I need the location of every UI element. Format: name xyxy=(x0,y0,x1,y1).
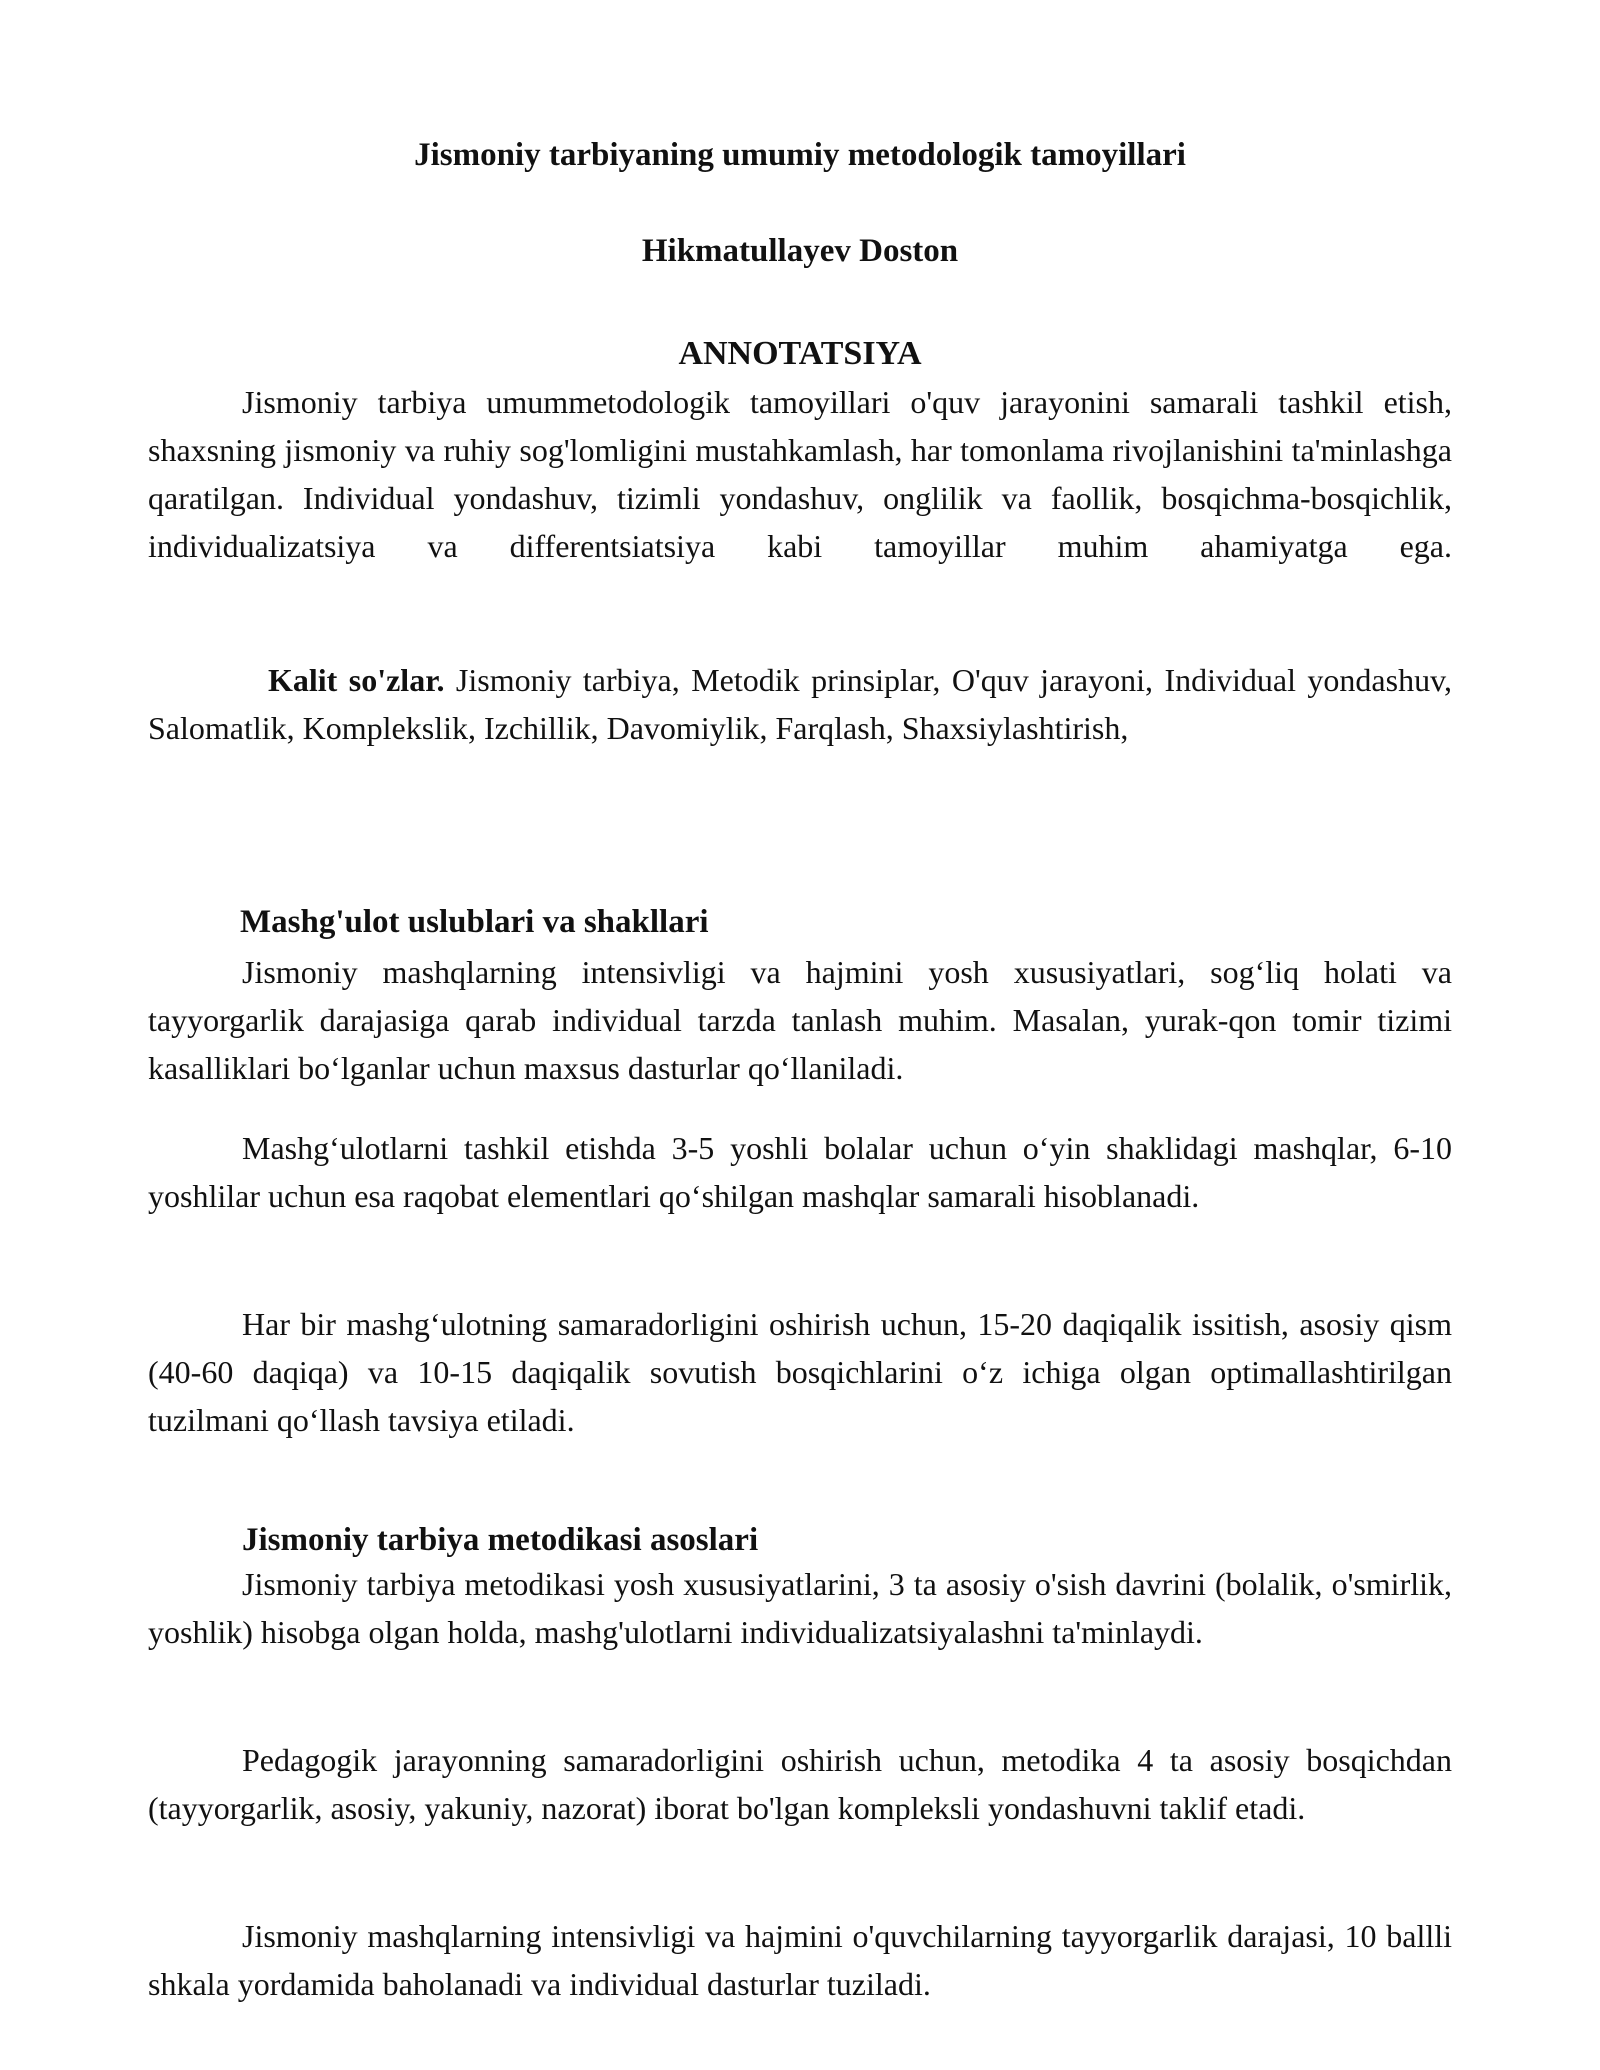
section1-paragraph-2: Mashg‘ulotlarni tashkil etishda 3-5 yoshli bolalar uchun o‘yin shaklidagi mashqlar, 6-10 yoshlilar uchun esa raqobat elementlari qo‘shilgan mashqlar samarali hisoblanadi. xyxy=(148,1130,1452,1214)
section-heading-training-methods: Mashg'ulot uslublari va shakllari xyxy=(240,904,709,940)
section2-paragraph-2-block xyxy=(148,1736,1452,1832)
section2-paragraph-3: Jismoniy mashqlarning intensivligi va hajmini o'quvchilarning tayyorgarlik darajasi, 10 ballli shkala yordamida baholanadi va individual dasturlar tuziladi. xyxy=(148,1918,1452,2002)
annotation-heading: ANNOTATSIYA xyxy=(678,335,922,372)
section1-paragraph-1-block xyxy=(148,948,1452,1092)
annotation-block xyxy=(148,378,1452,570)
section2-paragraph-1-block xyxy=(148,1560,1452,1656)
section1-paragraph-3-block xyxy=(148,1300,1452,1444)
author-name: Hikmatullayev Doston xyxy=(641,233,959,269)
section1-paragraph-1: Jismoniy mashqlarning intensivligi va hajmini yosh xususiyatlari, sog‘liq holati va tayyorgarlik darajasiga qarab individual tarzda tanlash muhim. Masalan, yurak-qon tomir tizimi kasalliklari bo‘lganlar uchun maxsus dasturlar qo‘llaniladi. xyxy=(148,954,1452,1086)
section2-paragraph-3-block xyxy=(148,1912,1452,2008)
keywords-label: Kalit so'zlar. xyxy=(268,662,445,698)
keywords-text: Jismoniy tarbiya, Metodik prinsiplar, O'quv jarayoni, Individual yondashuv, Salomatlik, Komplekslik, Izchillik, Davomiylik, Farqlash, Shaxsiylashtirish, xyxy=(148,662,1453,746)
section1-paragraph-3: Har bir mashg‘ulotning samaradorligini oshirish uchun, 15-20 daqiqalik issitish, asosiy qism (40-60 daqiqa) va 10-15 daqiqalik sovutish bosqichlarini o‘z ichiga olgan optimallashtirilgan tuzilmani qo‘llash tavsiya etiladi. xyxy=(148,1306,1452,1438)
section-heading-methodology-basics: Jismoniy tarbiya metodikasi asoslari xyxy=(242,1522,759,1558)
keywords-paragraph xyxy=(148,656,1452,752)
section2-paragraph-2: Pedagogik jarayonning samaradorligini oshirish uchun, metodika 4 ta asosiy bosqichdan (tayyorgarlik, asosiy, yakuniy, nazorat) iborat bo'lgan kompleksli yondashuvni taklif etadi. xyxy=(148,1742,1452,1826)
annotation-paragraph: Jismoniy tarbiya umummetodologik tamoyillari o'quv jarayonini samarali tashkil etish, shaxsning jismoniy va ruhiy sog'lomligini mustahkamlash, har tomonlama rivojlanishini ta'minlashga qaratilgan. Individual yondashuv, tizimli yondashuv, onglilik va faollik, bosqichma-bosqichlik, individualizatsiya va differentsiatsiya kabi tamoyillar muhim ahamiyatga ega. xyxy=(148,384,1452,564)
section2-paragraph-1: Jismoniy tarbiya metodikasi yosh xususiyatlarini, 3 ta asosiy o'sish davrini (bolalik, o'smirlik, yoshlik) hisobga olgan holda, mashg'ulotlarni individualizatsiyalashni ta'minlaydi. xyxy=(148,1566,1452,1650)
section1-paragraph-2-block xyxy=(148,1124,1452,1220)
document-title: Jismoniy tarbiyaning umumiy metodologik tamoyillari xyxy=(414,137,1186,173)
keywords-block xyxy=(148,656,1452,752)
